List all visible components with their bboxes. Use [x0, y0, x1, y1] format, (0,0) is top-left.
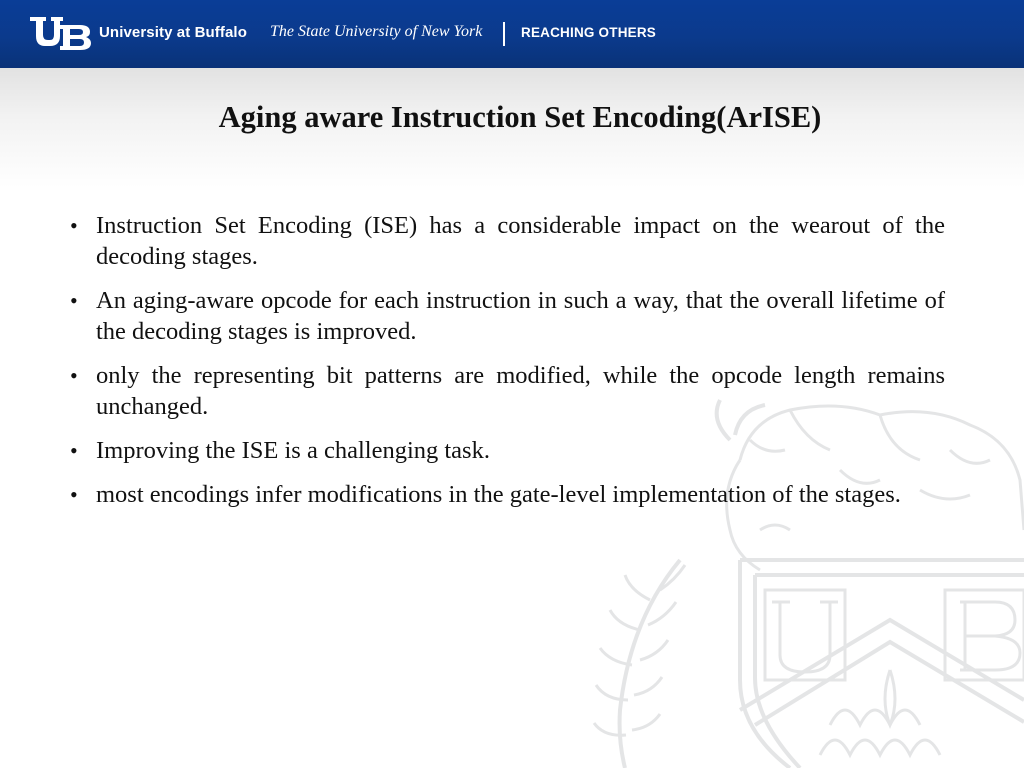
bullet-item: [70, 479, 945, 510]
bullet-list: [70, 210, 945, 523]
bullet-dot: •: [70, 482, 78, 507]
bullet-text: only the representing bit patterns are modified, while the opcode length remains unchanged.: [96, 362, 945, 420]
bullet-item: [70, 360, 945, 422]
bullet-text: Instruction Set Encoding (ISE) has a considerable impact on the wearout of the decoding stages.: [96, 212, 945, 270]
header-tagline: REACHING OTHERS: [521, 25, 657, 40]
bullet-text: Improving the ISE is a challenging task.: [96, 437, 490, 464]
header-divider: [503, 22, 505, 46]
bullet-text: An aging-aware opcode for each instruction in such a way, that the overall lifetime of the decoding stages is improved.: [96, 287, 945, 345]
header-bar: [0, 0, 1024, 68]
bullet-dot: •: [70, 288, 78, 313]
bullet-item: [70, 210, 945, 272]
bullet-dot: •: [70, 363, 78, 388]
ub-logo-icon: [30, 17, 92, 50]
bullet-item: [70, 435, 945, 466]
bullet-dot: •: [70, 438, 78, 463]
university-affiliation: The State University of New York: [270, 23, 483, 40]
bullet-dot: •: [70, 213, 78, 238]
university-name: University at Buffalo: [99, 24, 247, 41]
bullet-item: [70, 285, 945, 347]
bullet-text: most encodings infer modifications in the gate-level implementation of the stages.: [96, 481, 901, 508]
slide-title: Aging aware Instruction Set Encoding(ArISE): [218, 100, 822, 134]
